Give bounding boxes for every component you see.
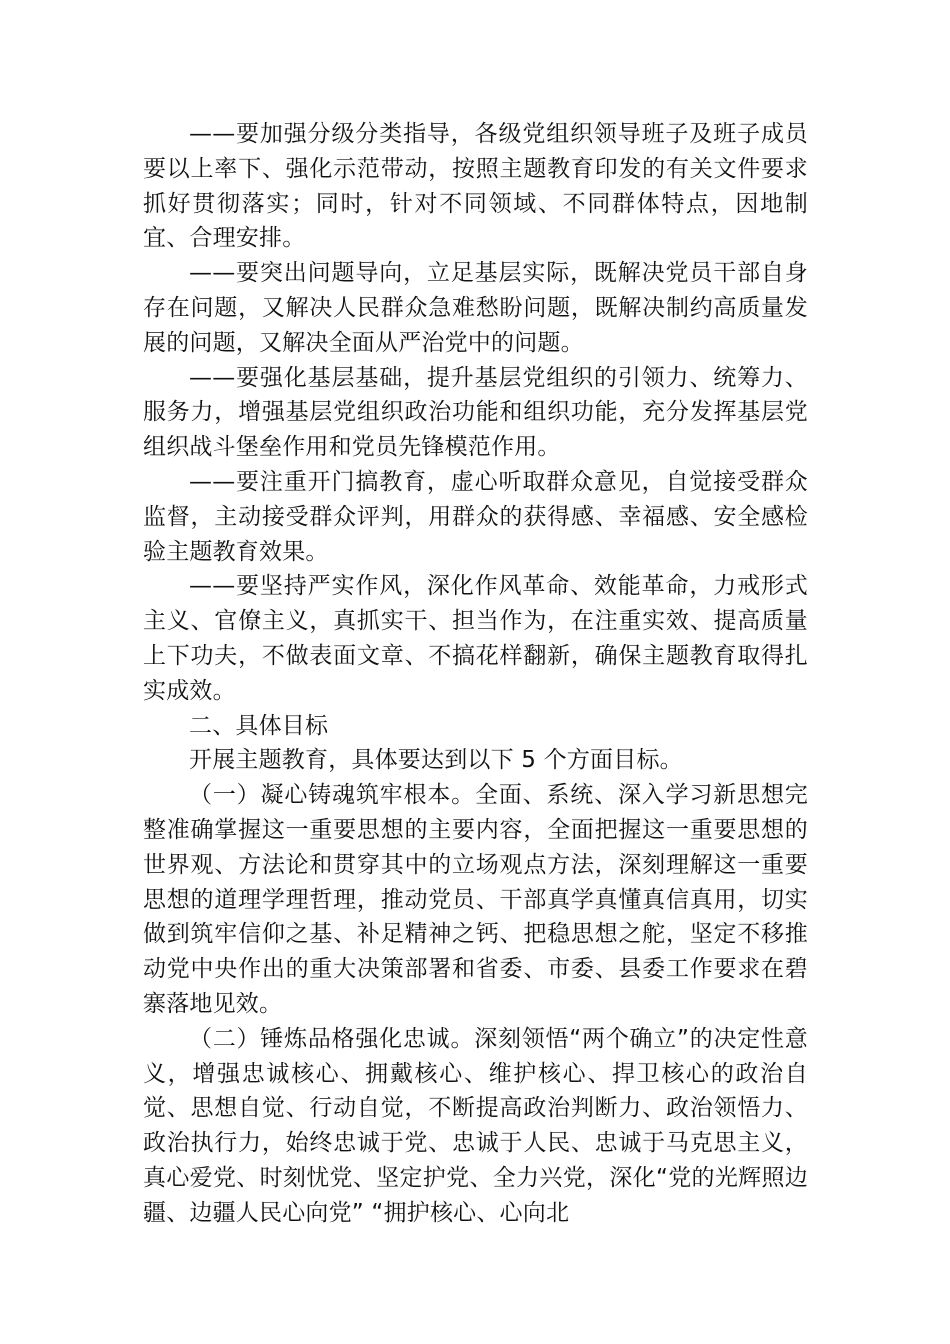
paragraph-grassroots-foundation: ——要强化基层基础，提升基层党组织的引领力、统筹力、服务力，增强基层党组织政治功能和组织功能，充分发挥基层党组织战斗堡垒作用和党员先锋模范作用。 (143, 364, 808, 461)
paragraph-strict-style: ——要坚持严实作风，深化作风革命、效能革命，力戒形式主义、官僚主义，真抓实干、担当作为，在注重实效、提高质量上下功夫，不做表面文章、不搞花样翻新，确保主题教育取得扎实成效。 (143, 573, 808, 704)
goal-item-2: （二）锤炼品格强化忠诚。深刻领悟“两个确立”的决定性意义，增强忠诚核心、拥戴核心、维护核心、捍卫核心的政治自觉、思想自觉、行动自觉，不断提高政治判断力、政治领悟力、政治执行力，始终忠诚于党、忠诚于人民、忠诚于马克思主义，真心爱党、时刻忧党、坚定护党、全力兴党，深化“党的光辉照边疆、边疆人民心向党” “拥护核心、心向北 (143, 1025, 808, 1226)
section-intro: 开展主题教育，具体要达到以下 5 个方面目标。 (189, 747, 683, 774)
paragraph-problem-orientation: ——要突出问题导向，立足基层实际，既解决党员干部自身存在问题，又解决人民群众急难愁盼问题，既解决制约高质量发展的问题，又解决全面从严治党中的问题。 (143, 260, 808, 356)
goal-item-1: （一）凝心铸魂筑牢根本。全面、系统、深入学习新思想完整准确掌握这一重要思想的主要内容，全面把握这一重要思想的世界观、方法论和贯穿其中的立场观点方法，深刻理解这一重要思想的道理学理哲理，推动党员、干部真学真懂真信真用，切实做到筑牢信仰之基、补足精神之钙、把稳思想之舵，坚定不移推动党中央作出的重大决策部署和省委、市委、县委工作要求在碧寨落地见效。 (143, 782, 808, 1017)
paragraph-open-education: ——要注重开门搞教育，虚心听取群众意见，自觉接受群众监督，主动接受群众评判，用群众的获得感、幸福感、安全感检验主题教育效果。 (143, 468, 808, 565)
section-heading: 二、具体目标 (189, 712, 329, 739)
document-body (143, 117, 808, 1231)
paragraph-graded-guidance: ——要加强分级分类指导，各级党组织领导班子及班子成员要以上率下、强化示范带动，按照主题教育印发的有关文件要求抓好贯彻落实；同时，针对不同领域、不同群体特点，因地制宜、合理安排。 (143, 121, 808, 252)
